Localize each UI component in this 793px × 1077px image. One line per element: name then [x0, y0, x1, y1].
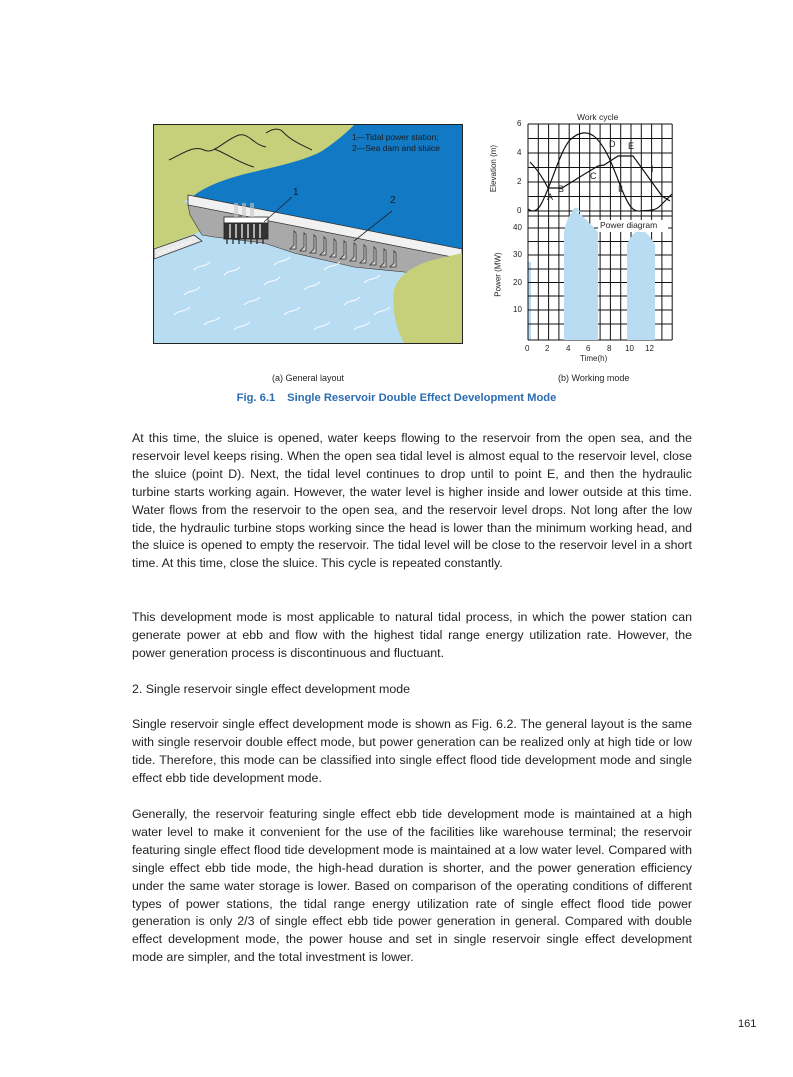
- legend-item-1: 1—Tidal power station;: [352, 132, 439, 142]
- ytick-2: 2: [517, 177, 522, 186]
- caption-general-layout: (a) General layout: [272, 373, 345, 383]
- xtick-12: 12: [645, 344, 654, 353]
- power-diagram-title: Power diagram: [600, 220, 658, 230]
- xtick-4: 4: [566, 344, 571, 353]
- point-d: D: [609, 139, 616, 149]
- general-layout-illustration: [153, 124, 463, 344]
- section-heading: [132, 681, 692, 699]
- paragraph-2: [132, 609, 692, 663]
- work-cycle-title: Work cycle: [577, 112, 619, 122]
- ytick-0: 0: [517, 206, 522, 215]
- power-axis-label: Power (MW): [493, 252, 503, 297]
- xtick-6: 6: [586, 344, 591, 353]
- point-c: C: [590, 171, 597, 181]
- figure-title: Single Reservoir Double Effect Development Mode: [287, 392, 557, 404]
- paragraph-1: [132, 430, 692, 573]
- paragraph-3: [132, 716, 692, 788]
- label-i: I: [651, 164, 654, 174]
- legend-item-2: 2—Sea dam and sluice: [352, 143, 440, 153]
- xtick-0: 0: [525, 344, 530, 353]
- section-heading-text: 2. Single reservoir single effect development mode: [132, 682, 411, 696]
- label-ii: II: [618, 184, 624, 194]
- ytick-30: 30: [513, 250, 522, 259]
- ytick-20: 20: [513, 278, 522, 287]
- marker-1: 1: [293, 187, 299, 198]
- caption-working-mode: (b) Working mode: [558, 373, 630, 383]
- figure-number: Fig. 6.1: [236, 392, 276, 404]
- point-b: B: [558, 184, 565, 194]
- paragraph-text: This development mode is most applicable to natural tidal process, in which the power station can generate power at ebb and flow with the highest tidal range energy utilization rate. However, the power generation process is discontinuous and fluctuant.: [132, 610, 692, 660]
- paragraph-text: Single reservoir single effect development mode is shown as Fig. 6.2. The general layout is the same with single reservoir double effect mode, but power generation can be realized only at high tide or low tide. Therefore, this mode can be classified into single effect flood tide development mode and single effect ebb tide development mode.: [132, 717, 692, 785]
- figure-caption: [0, 392, 793, 404]
- working-mode-chart: [490, 110, 690, 370]
- figure-legend: [352, 132, 440, 154]
- point-a: A: [547, 192, 554, 202]
- tidal-dam-drawing: [154, 125, 462, 343]
- point-e: E: [628, 141, 635, 151]
- paragraph-4: [132, 806, 692, 967]
- ytick-10: 10: [513, 305, 522, 314]
- ytick-4: 4: [517, 148, 522, 157]
- paragraph-text: Generally, the reservoir featuring single effect ebb tide development mode is maintained at a high water level to make it convenient for the use of the facilities like warehouse terminal; the reservoir featuring single effect flood tide development mode is maintained at a low water level. Compared with single effect ebb tide mode, the high-head duration is shorter, and the power generation efficiency under the same water storage is lower. Based on comparison of the operating conditions of different types of power stations, the tidal range energy utilization rate of single effect flood tide power generation is only 2/3 of single effect ebb tide power generation in general. Compared with double effect development mode, the power house and set in single reservoir single effect development mode are simpler, and the total investment is lower.: [132, 807, 692, 965]
- marker-2: 2: [390, 195, 396, 206]
- xtick-8: 8: [607, 344, 612, 353]
- elevation-axis-label: Elevation (m): [489, 144, 499, 193]
- ytick-6: 6: [517, 119, 522, 128]
- xtick-10: 10: [625, 344, 634, 353]
- time-axis-label: Time(h): [580, 354, 608, 363]
- page-number: 161: [738, 1018, 757, 1030]
- paragraph-text: At this time, the sluice is opened, water keeps flowing to the reservoir from the open sea, and the reservoir level keeps rising. When the open sea tidal level is almost equal to the reservoir level, close the sluice (point D). Next, the tidal level continues to drop until to point E, and then the hydraulic turbine starts working again. However, the water level is higher inside and lower outside at this time. Water flows from the reservoir to the open sea, and the reservoir level drops. Not long after the low tide, the hydraulic turbine stops working since the head is lower than the minimum working head, and the sluice is opened to empty the reservoir. The tidal level will be close to the reservoir level in a short time. At this time, close the sluice. This cycle is repeated constantly.: [132, 431, 692, 571]
- xtick-2: 2: [545, 344, 550, 353]
- ytick-40: 40: [513, 223, 522, 232]
